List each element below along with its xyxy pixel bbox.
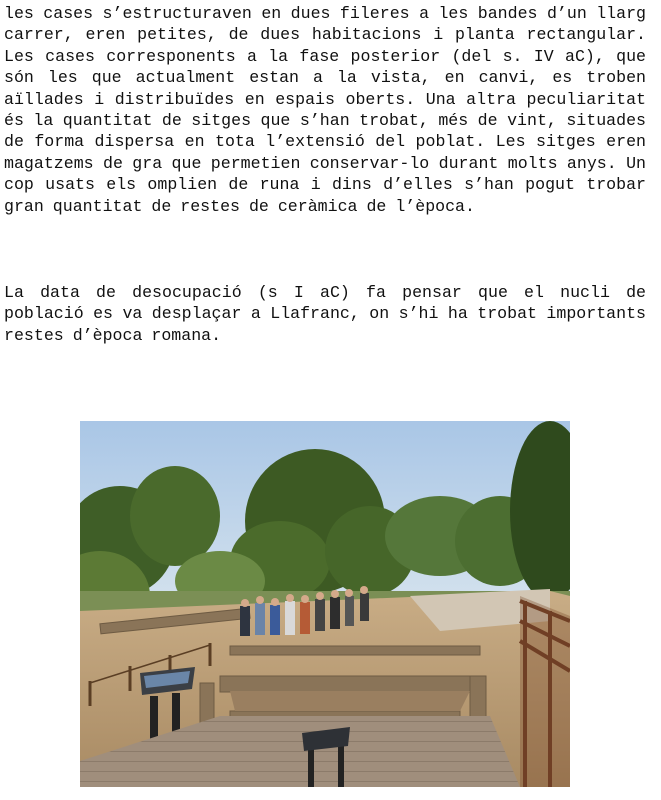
- archaeological-site-photo: [80, 421, 570, 787]
- body-paragraph-2: La data de desocupació (s I aC) fa pensar que el nucli de població es va desplaçar a Llafranc, on s’hi ha trobat importants restes d’època romana.: [4, 283, 646, 345]
- body-paragraph-1: les cases s’estructuraven en dues fileres a les bandes d’un llarg carrer, eren petites, de dues habitacions i planta rectangular. Les cases corresponents a la fase posterior (del s. IV aC), que són les que actualment estan a la vista, en canvi, es troben aïllades i distribuïdes en espais oberts. Una altra peculiaritat és la quantitat de sitges que s’han trobat, més de vint, situades de forma dispersa en tota l’extensió del poblat. Les sitges eren magatzems de gra que permetien conservar-lo durant molts anys. Un cop usats els omplien de runa i dins d’elles s’han pogut trobar gran quantitat de restes de ceràmica de l’època.: [4, 4, 646, 216]
- site-photo-illustration: [80, 421, 570, 787]
